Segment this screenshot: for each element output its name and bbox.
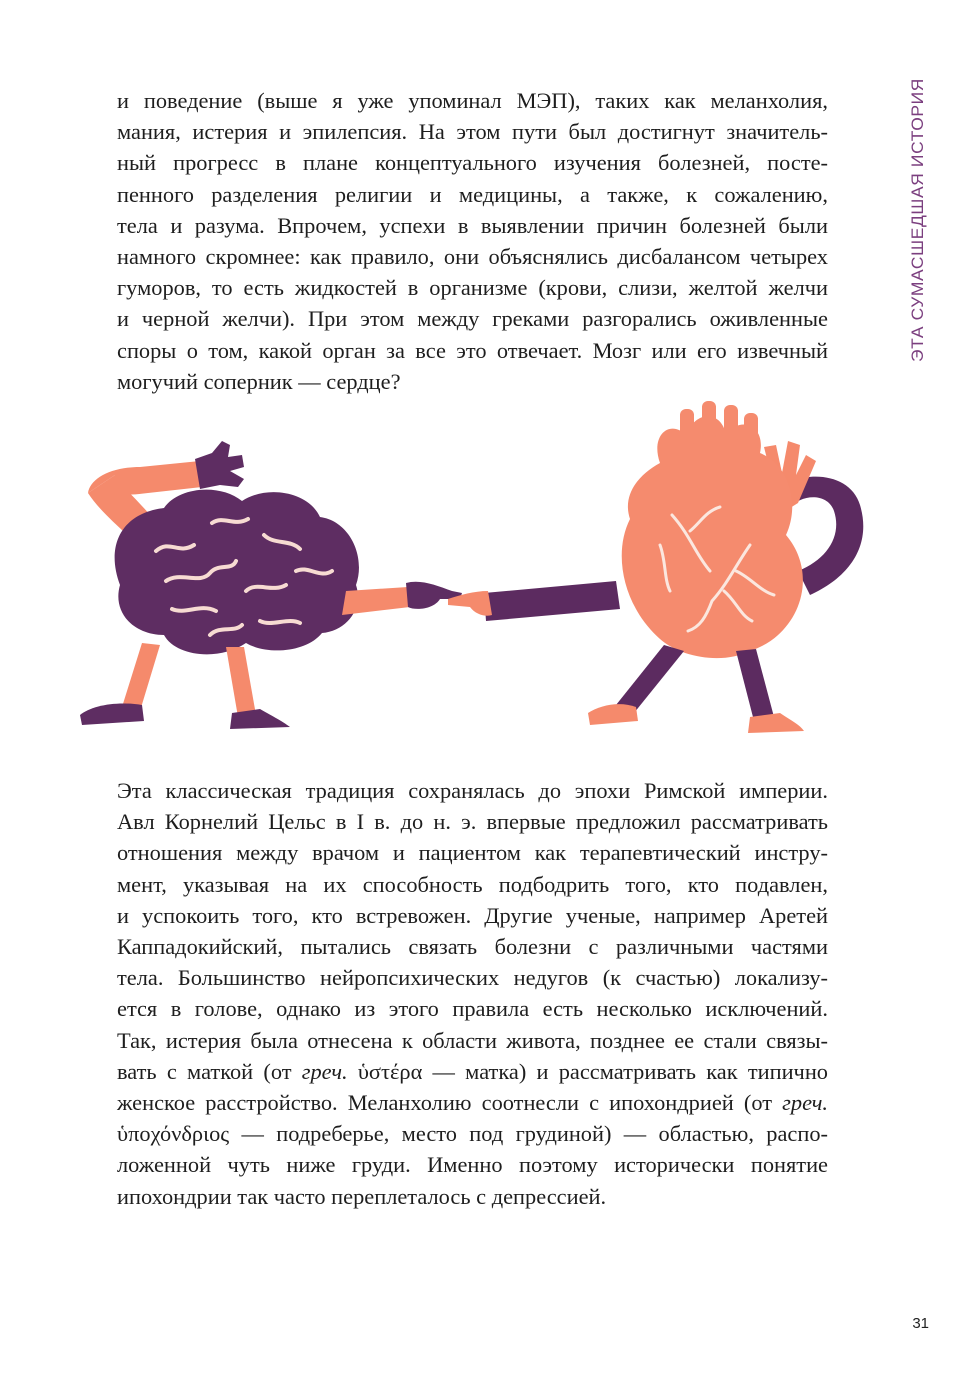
text-fragment: вать с маткой (от [117, 1058, 302, 1084]
page-number: 31 [912, 1315, 929, 1332]
text-line [117, 1087, 828, 1118]
paragraph-1 [117, 85, 828, 397]
brain-character [80, 441, 462, 729]
brain-pointing-arm [342, 587, 410, 615]
text-line: и черной желчи). При этом между греками разгорались оживленные [117, 306, 828, 332]
text-line: могучий соперник — сердце? [117, 368, 401, 394]
brain-right-shoe [230, 709, 290, 729]
text-line: ипохондрии так часто переплеталось с депрессией. [117, 1183, 607, 1209]
text-fragment: ὑστέρα — матка) и рассматривать как типично [347, 1058, 828, 1084]
greek-abbreviation: греч. [782, 1090, 828, 1116]
heart-left-leg [616, 645, 684, 713]
brain-left-shoe [80, 703, 144, 725]
text-line: тела. Большинство нейропсихических недугов (к счастью) локализу- [117, 965, 828, 991]
text-fragment: женское расстройство. Меланхолию соотнесли с ипохондрией (от [117, 1090, 783, 1116]
text-line: Авл Корнелий Цельс в I в. до н. э. впервые предложил рассматривать [117, 809, 828, 835]
heart-pointing-arm [484, 581, 620, 621]
brain-vs-heart-illustration [60, 395, 880, 755]
brain-raised-hand [195, 441, 244, 489]
text-line: тела и разума. Впрочем, успехи в выявлении причин болезней были [117, 212, 828, 238]
text-line: и успокоить того, кто встревожен. Другие ученые, например Аретей [117, 902, 828, 928]
text-line: и поведение (выше я уже упоминал МЭП), таких как меланхолия, [117, 88, 828, 113]
brain-right-leg [226, 647, 256, 717]
text-line: ὑποχόνδριος — подреберье, место под грудиной) — областью, распо- [117, 1121, 828, 1147]
text-line: пенного разделения религии и медицины, а также, к сожалению, [117, 181, 828, 207]
text-line [117, 1056, 828, 1087]
text-line: споры о том, какой орган за все это отвечает. Мозг или его извечный [117, 337, 828, 363]
text-line: отношения между врачом и пациентом как терапевтический инстру- [117, 840, 828, 866]
text-line: намного скромнее: как правило, они объяснялись дисбалансом четырех [117, 244, 828, 270]
heart-character [448, 401, 863, 733]
paragraph-2 [117, 775, 828, 1212]
text-line: ный прогресс в плане концептуального изучения болезней, посте- [117, 150, 828, 176]
text-line: ложенной чуть ниже груди. Именно поэтому исторически понятие [117, 1152, 828, 1178]
text-line: гуморов, то есть жидкостей в организме (крови, слизи, желтой желчи [117, 275, 828, 301]
text-line: ется в голове, однако из этого правила есть несколько исключений. [117, 996, 828, 1022]
greek-abbreviation: греч. [301, 1058, 348, 1084]
text-line: мания, истерия и эпилепсия. На этом пути был достигнут значитель- [117, 119, 828, 145]
text-line: Эта классическая традиция сохранялась до эпохи Римской империи. [117, 778, 828, 803]
heart-right-leg [736, 649, 774, 721]
text-line: Так, истерия была отнесена к области живота, позднее ее стали связы- [117, 1027, 828, 1053]
heart-left-shoe [588, 704, 638, 725]
text-line: мент, указывая на их способность подбодрить того, кто подавлен, [117, 871, 828, 897]
running-head-text: ЭТА СУМАСШЕДШАЯ ИСТОРИЯ [909, 92, 927, 362]
text-line: Каппадокийский, пытались связать болезни с различными частями [117, 934, 828, 960]
running-head [897, 76, 937, 362]
brain-left-leg [122, 643, 160, 711]
